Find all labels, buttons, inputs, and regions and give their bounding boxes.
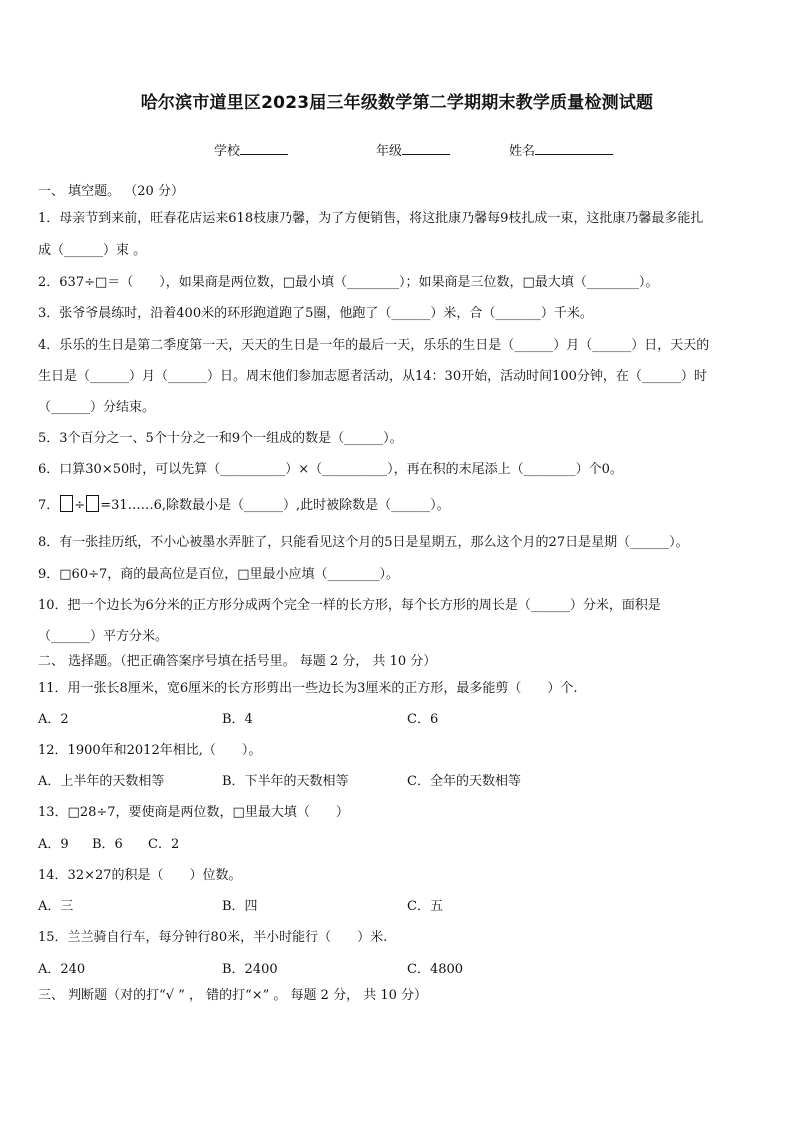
question-11-option-a: A．2 — [38, 712, 69, 727]
school-label: 学校 — [214, 144, 241, 159]
question-1-line-2: 成（______）束 。 — [38, 243, 147, 258]
question-13-option-b: B．6 — [92, 837, 123, 852]
question-4-line-1: 4．乐乐的生日是第二季度第一天，天天的生日是一年的最后一天，乐乐的生日是（______）月（______）日，天天的 — [38, 338, 710, 353]
question-10-line-1: 10．把一个边长为6分米的正方形分成两个完全一样的长方形，每个长方形的周长是（______）分米，面积是 — [38, 598, 661, 613]
question-7-number: 7． — [38, 498, 60, 513]
question-15-option-c: C．4800 — [407, 962, 464, 977]
question-6: 6．口算30×50时，可以先算（__________）×（__________），再在积的末尾添上（________）个0。 — [38, 462, 623, 477]
question-12-option-a: A．上半年的天数相等 — [38, 774, 165, 789]
question-14-option-c: C．五 — [407, 899, 443, 914]
question-14-option-b: B．四 — [222, 899, 258, 914]
school-field — [214, 140, 288, 159]
name-field — [509, 140, 613, 159]
page-title: 哈尔滨市道里区2023届三年级数学第二学期期末教学质量检测试题 — [140, 93, 654, 113]
question-1-line-1: 1．母亲节到来前，旺春花店运来618枝康乃馨，为了方便销售，将这批康乃馨每9枝扎成一束，这批康乃馨最多能扎 — [38, 211, 704, 226]
dividend-box — [60, 495, 73, 512]
question-3: 3．张爷爷晨练时，沿着400米的环形跑道跑了5圈，他跑了（______）米，合（_______）千米。 — [38, 306, 593, 321]
question-13-option-c: C．2 — [148, 837, 180, 852]
question-12-option-b: B．下半年的天数相等 — [222, 774, 349, 789]
question-14-option-a: A．三 — [38, 899, 74, 914]
question-15: 15．兰兰骑自行车，每分钟行80米，半小时能行（ ）米. — [38, 930, 388, 945]
grade-field — [376, 140, 450, 159]
question-7-text: =31……6,除数最小是（______）,此时被除数是（______）。 — [100, 498, 450, 513]
divisor-box — [86, 495, 99, 512]
question-11-option-b: B．4 — [222, 712, 253, 727]
grade-blank — [402, 140, 450, 155]
question-12: 12．1900年和2012年相比,（ ）。 — [38, 743, 262, 758]
question-9: 9．□60÷7，商的最高位是百位，□里最小应填（________）。 — [38, 567, 400, 582]
question-12-option-c: C．全年的天数相等 — [407, 774, 521, 789]
section-heading-fill-in: 一、 填空题。 （20 分） — [38, 184, 184, 199]
grade-label: 年级 — [376, 144, 403, 159]
question-13-option-a: A．9 — [38, 837, 69, 852]
question-4-line-2: 生日是（______）月（______）日。周末他们参加志愿者活动，从14：30开始，活动时间100分钟，在（______）时 — [38, 369, 707, 384]
question-10-line-2: （______）平方分米。 — [38, 629, 169, 644]
division-sign: ÷ — [74, 498, 86, 513]
question-15-option-b: B．2400 — [222, 962, 278, 977]
name-label: 姓名 — [509, 144, 536, 159]
section-heading-true-false: 三、 判断题（对的打“√ ” ， 错的打“×” 。 每题 2 分， 共 10 分） — [38, 988, 428, 1003]
name-blank — [535, 140, 613, 155]
question-14: 14．32×27的积是（ ）位数。 — [38, 868, 242, 883]
question-11-option-c: C．6 — [407, 712, 439, 727]
question-13: 13．□28÷7，要使商是两位数，□里最大填（ ） — [38, 805, 349, 820]
school-blank — [240, 140, 288, 155]
question-2: 2．637÷□＝（ ），如果商是两位数，□最小填（________）；如果商是三位数，□最大填（________）。 — [38, 275, 659, 290]
section-heading-multiple-choice: 二、 选择题。（把正确答案序号填在括号里。 每题 2 分， 共 10 分） — [38, 654, 437, 669]
question-15-option-a: A．240 — [38, 962, 86, 977]
question-7 — [38, 494, 450, 513]
question-8: 8．有一张挂历纸，不小心被墨水弄脏了，只能看见这个月的5日是星期五，那么这个月的27日是星期（______）。 — [38, 535, 689, 550]
question-4-line-3: （______）分结束。 — [38, 400, 156, 415]
question-5: 5．3个百分之一、5个十分之一和9个一组成的数是（______）。 — [38, 431, 403, 446]
question-11: 11．用一张长8厘米，宽6厘米的长方形剪出一些边长为3厘米的正方形，最多能剪（ ）个. — [38, 681, 578, 696]
